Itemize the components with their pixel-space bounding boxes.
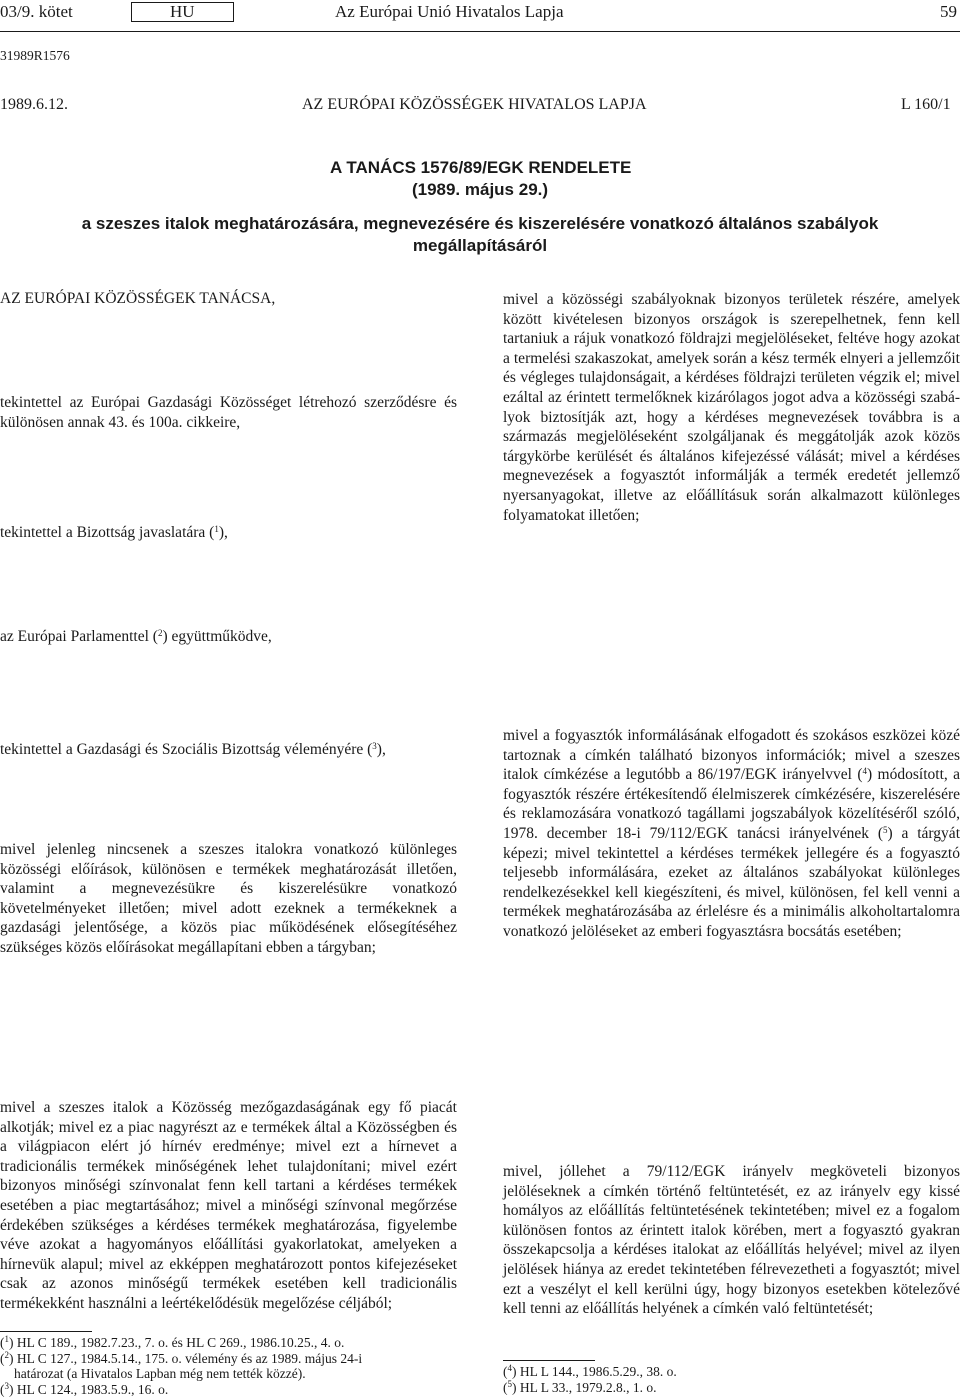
oj-date: 1989.6.12. — [0, 96, 68, 113]
recital-labelling-part3: ) a tárgyát képezi; mivel tekintettel a kérdéses termékek jellegére és a fogyasztó teljesebb informálására, ezeket az általános szabályokat különleges rendelkezésekkel kell kiegészíteni, és mivel, különösen, fel kell venni a termékek meghatározásába az érlelésre és a minimális alkoholtartalomra vonatkozó jelöléseket az emberi fogyasztásra bocsátás esetében; — [503, 824, 960, 940]
footnote-1-num: 1 — [4, 1334, 9, 1344]
recital-origin — [503, 1162, 960, 1319]
footnote-ref-4[interactable]: 4 — [862, 766, 868, 777]
recital-labelling-part1: mivel a fogyasztók informálásának elfogadott és szokásos eszközei közé tartoznak a címkén található bizonyos információk; mivel a szeszes italok címkézése a legutóbb a 86/197/EGK irányelvvel ( — [503, 727, 960, 784]
regulation-date: (1989. május 29.) — [411, 180, 549, 199]
recital-market — [0, 1098, 457, 1314]
oj-reference: L 160/1 — [901, 96, 951, 113]
footnote-2: ($^2$) HL C 127., 1984.5.14., 175. o. vélemény és az 1989. május 24-i — [0, 1349, 363, 1366]
footnote-1-text: HL C 189., 1982.7.23., 7. o. és HL C 269., 1986.10.25., 4. o. — [16, 1335, 345, 1350]
commission-text: tekintettel a Bizottság javaslatára ( — [0, 524, 215, 541]
footnote-4: ($^4$) HL L 144., 1986.5.29., 38. o. — [503, 1363, 677, 1379]
footnote-divider-left — [0, 1331, 92, 1332]
celex-number: 31989R1576 — [0, 48, 70, 63]
volume-label: 03/9. kötet — [0, 2, 73, 21]
footnote-3-text: HL C 124., 1983.5.9., 16. o. — [16, 1381, 169, 1397]
parliament-text-end: ) együttműködve, — [162, 628, 272, 645]
page-number: 59 — [940, 2, 957, 21]
regulation-title: A TANÁCS 1576/89/EGK RENDELETE — [330, 158, 632, 177]
council-heading: AZ EURÓPAI KÖZÖSSÉGEK TANÁCSA, — [0, 290, 276, 307]
parliament-text: az Európai Parlamenttel ( — [0, 628, 158, 645]
recital-geographic — [503, 290, 960, 525]
commission-text-end: ), — [218, 524, 228, 541]
footnote-4-num: 4 — [507, 1363, 512, 1373]
footnote-ref-1[interactable]: 1 — [214, 524, 219, 534]
footnote-ref-3[interactable]: 3 — [372, 741, 377, 751]
footnote-2-text: HL C 127., 1984.5.14., 175. o. vélemény és az 1989. május 24-i — [16, 1350, 363, 1366]
treaty-recital — [0, 393, 457, 432]
recital-labelling-part2: ) módosított, a fogyasztók részére értékesítendő élelmiszerek címkézésére, kiszerelésére és reklamozására vonatkozó tagállami jogszabályok közelítéséről szóló, 1978. december 18-i 79/112/EGK tanácsi irányelvének ( — [503, 766, 960, 842]
header-rule — [0, 31, 960, 32]
footnote-2-cont: határozat (a Hivatalos Lapban még nem tették közzé). — [14, 1366, 306, 1381]
footnote-3-num: 3 — [4, 1380, 9, 1391]
oj-title: AZ EURÓPAI KÖZÖSSÉGEK HIVATALOS LAPJA — [302, 96, 647, 113]
recital-geographic-text: mivel a közösségi szabályoknak bizonyos területek részére, amelyek között kivételesen bizonyos országok is szerepelhetnek, fenn kell tartaniuk a rájuk vonatkozó földrajzi megjelöléseket, feltéve hogy azokat a termelési szakaszokat, amelyek során a kész termék elnyeri a jellemzőit és végleges tulajdonságait, a kérdéses földrajzi területen végzik el; mivel ezáltal az érintett termelőknek kizárólagos jogot adva a közösségi szabályok biztosítják azt, hogy a kérdéses megnevezések továbbra is a származás megjelöléseként szolgáljanak és meggátolják azok közös tárgykörbe kerülését és általános kifejezéssé válását; mivel a kérdéses megnevezések a fogyasztót informálják a termék eredetét jellemző nyersanyagokat, illetve az előállításuk során alkalmazott különleges folyamatokat illetően; — [503, 291, 960, 524]
recital-labelling-text — [503, 726, 960, 942]
commission-recital — [0, 523, 457, 543]
language-badge: HU — [131, 2, 234, 22]
esc-text: tekintettel a Gazdasági és Szociális Bizottság véleményére ( — [0, 741, 373, 758]
footnote-ref-5[interactable]: 5 — [883, 824, 888, 835]
recital-labelling — [503, 726, 960, 942]
footnote-1: ($^1$) HL C 189., 1982.7.23., 7. o. és HL C 269., 1986.10.25., 4. o. — [0, 1334, 345, 1350]
footnote-3: ($^3$) HL C 124., 1983.5.9., 16. o. — [0, 1380, 169, 1397]
recital-origin-text: mivel, jóllehet a 79/112/EGK irányelv megköveteli bizonyos jelöléseknek a címkén történő feltüntetését, ez az irányelv egy kissé homályos az előállítás feltüntetésének tekintetében; mivel ez a fogalom különösen fontos az érintett italok körében, mert a fogyasztó gyakran összekapcsolja a kérdéses italokat az előállítás helyével; mivel az ilyen jelölések hiánya az eredet tekintetében félrevezetheti a fogyasztót; mivel ezt a veszélyt el kell kerülni úgy, hogy bizonyos esetekben kötelezővé kell tenni az előállítás helyének a címkén való feltüntetését; — [503, 1163, 960, 1318]
esc-text-end: ), — [376, 741, 386, 758]
treaty-recital-text: tekintettel az Európai Gazdasági Közösséget létrehozó szerződésre és különösen annak 43. és 100a. cikkeire, — [0, 394, 457, 431]
footnote-4-text: HL L 144., 1986.5.29., 38. o. — [519, 1364, 677, 1379]
regulation-subject-line1: a szeszes italok meghatározására, megnevezésére és kiszerelésére vonatkozó általános szabályok — [81, 214, 879, 233]
footnote-5-num: 5 — [507, 1378, 512, 1389]
esc-recital — [0, 740, 457, 760]
footnotes-left — [0, 1335, 457, 1397]
footnote-divider-right — [503, 1360, 595, 1361]
journal-title: Az Európai Unió Hivatalos Lapja — [335, 2, 564, 21]
parliament-recital — [0, 627, 700, 647]
footnote-2-num: 2 — [4, 1349, 9, 1360]
footnote-ref-2[interactable]: 2 — [157, 628, 163, 638]
footnote-5: ($^5$) HL L 33., 1979.2.8., 1. o. — [503, 1378, 657, 1395]
recital-specific-rules-text: mivel jelenleg nincsenek a szeszes italokra vonatkozó különleges közösségi előírások, különösen e termékek meghatározását illetően, valamint a megnevezésükre és kiszerelésükre vonatkozó követelményeket illetően; mivel adott ezeknek a termékeknek a gazdasági jelentősége, a közös piac működésének elősegítéséhez szükséges közös előírásokat megállapítani ebben a tárgyban; — [0, 841, 457, 956]
recital-specific-rules — [0, 840, 457, 958]
footnote-5-text: HL L 33., 1979.2.8., 1. o. — [519, 1379, 657, 1395]
footnotes-right — [503, 1364, 960, 1395]
regulation-subject-line2: megállapításáról — [412, 236, 548, 255]
recital-market-text: mivel a szeszes italok a Közösség mezőgazdaságának egy fő piacát alkotják; mivel ez a piac nagyrészt az e termékek által a Közösségben és a világpiacon elért jó hírnév eredménye; mivel ezt a hírnevet a tradicionális termékek minőségének lehet tulajdonítani; mivel ezért bizonyos minőségi színvonalat fenn kell tartani a kérdéses termékek esetében a piac megtartásához; mivel a minőségi színvonal megőrzése érdekében szükséges a kérdéses termékek meghatározása, figyelembe véve azokat a hagyományos előállítási gyakorlatokat, amelyeken a hírnevük alapul; mivel az ekképpen meghatározott pontos kifejezéseket csak az azonos minőségű termékek esetében kell tradicionális termékekként használni a leértékelődésük megelőzése céljából; — [0, 1099, 457, 1312]
